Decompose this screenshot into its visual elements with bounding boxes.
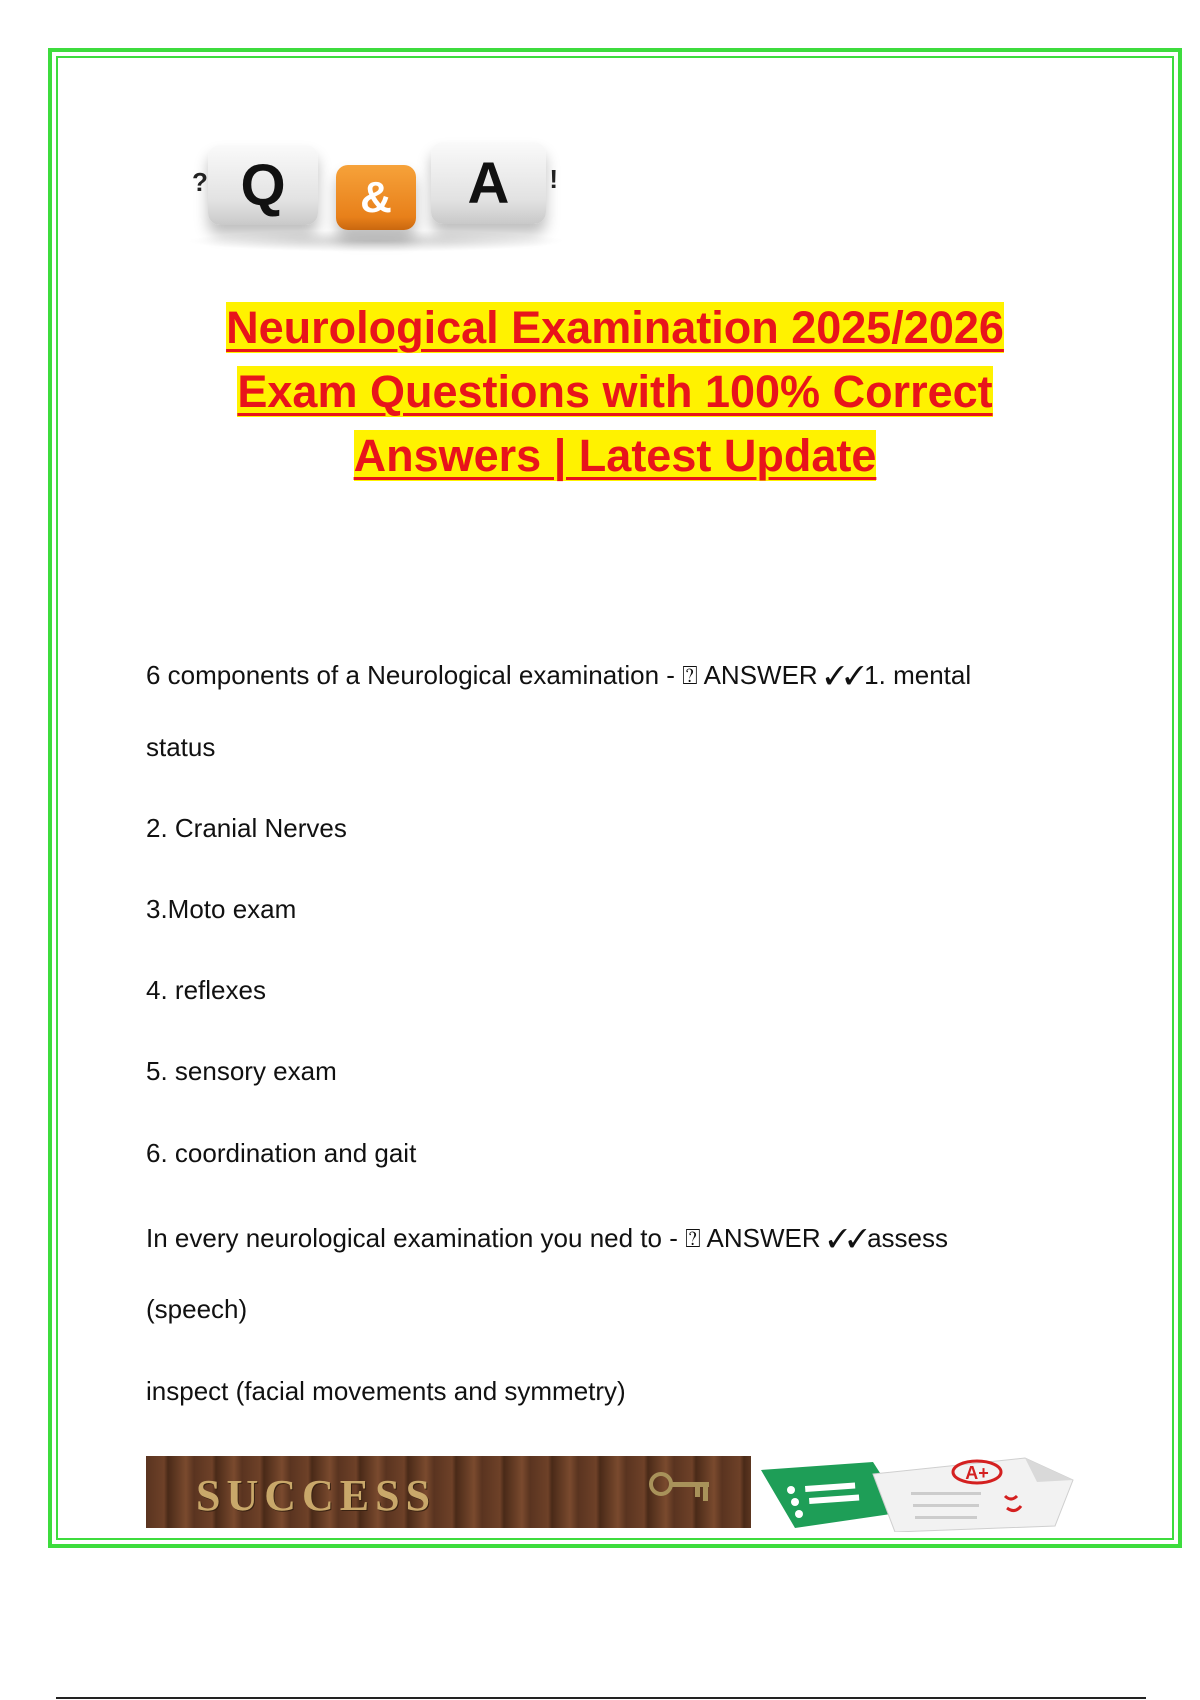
die-side-exclaim: !: [549, 164, 558, 194]
die-ampersand: [336, 165, 416, 230]
die-q: [192, 145, 318, 225]
grade-text: A+: [965, 1463, 989, 1483]
title-line-1: Neurological Examination 2025/2026: [226, 302, 1004, 353]
footer-rule: [56, 1697, 1146, 1699]
answer-1-item-3: 3.Moto exam: [146, 894, 297, 924]
die-a: [431, 142, 558, 224]
document-title: [150, 296, 1080, 488]
answer-1-item-4: 4. reflexes: [146, 975, 266, 1005]
logo-shadow: [186, 230, 566, 252]
success-text: SUCCESS: [196, 1471, 437, 1520]
die-a-letter: A: [467, 150, 510, 216]
question-1-line: 6 components of a Neurological examination - ⍰ ANSWER ✓✓1. mental: [146, 660, 972, 690]
success-banner: [146, 1456, 751, 1528]
answer-1-item-2: 2. Cranial Nerves: [146, 813, 347, 843]
title-line-2: Exam Questions with 100% Correct: [237, 366, 993, 417]
key-icon: [643, 1470, 713, 1514]
die-side-question: ?: [192, 167, 208, 197]
graded-documents-icon: [755, 1452, 1075, 1532]
die-q-letter: Q: [240, 152, 286, 218]
qa-dice-logo: [146, 90, 596, 255]
answer-2-line-2: inspect (facial movements and symmetry): [146, 1376, 626, 1406]
answer-1-item-5: 5. sensory exam: [146, 1056, 337, 1086]
die-amp-letter: &: [360, 172, 392, 222]
title-line-3: Answers | Latest Update: [353, 430, 877, 481]
answer-2-continuation: (speech): [146, 1294, 248, 1324]
answer-1-item-6: 6. coordination and gait: [146, 1138, 417, 1168]
answer-1-continuation: status: [146, 732, 216, 762]
question-2-line: In every neurological examination you ned to - ⍰ ANSWER ✓✓assess: [146, 1223, 949, 1253]
